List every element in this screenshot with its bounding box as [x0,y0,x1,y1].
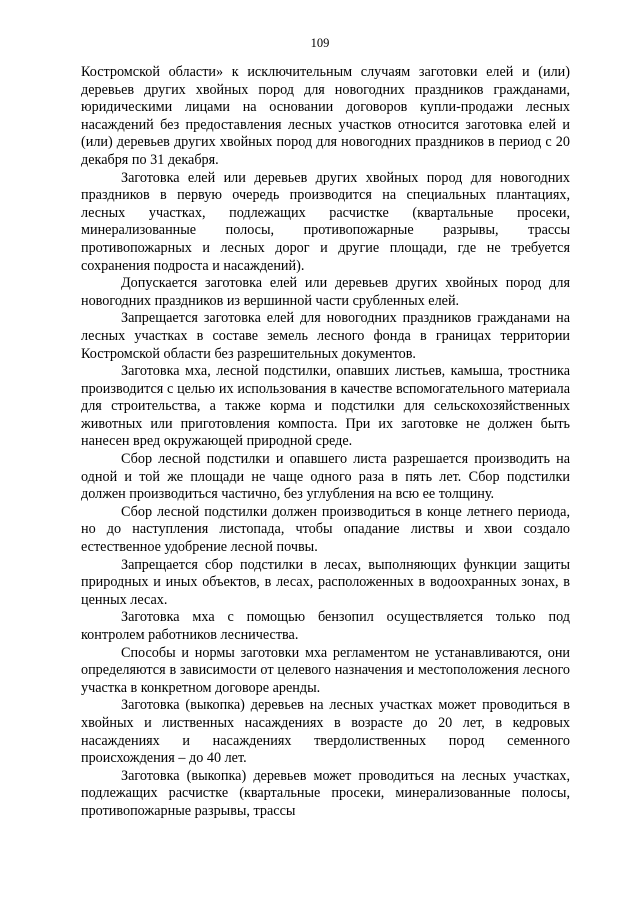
paragraph-11: Заготовка (выкопка) деревьев на лесных участках может проводиться в хвойных и лиственных насаждениях в возрасте до 20 лет, в кедровых насаждениях и насаждениях твердолиственных пород семенного происхождения – до 40 лет. [81,697,570,767]
paragraph-4: Запрещается заготовка елей для новогодних праздников гражданами на лесных участках в составе земель лесного фонда в границах территории Костромской области без разрешительных документов. [81,310,570,362]
paragraph-7: Сбор лесной подстилки должен производиться в конце летнего периода, но до наступления листопада, чтобы опадание листвы и хвои создало естественное удобрение лесной почвы. [81,503,570,556]
paragraph-8: Запрещается сбор подстилки в лесах, выполняющих функции защиты природных и иных объектов, в лесах, расположенных в водоохранных зонах, в ценных лесах. [81,556,570,608]
paragraph-3: Допускается заготовка елей или деревьев других хвойных пород для новогодних праздников из вершинной части срубленных елей. [81,275,570,309]
paragraph-6: Сбор лесной подстилки и опавшего листа разрешается производить на одной и той же площади не чаще одного раза в пять лет. Сбор подстилки должен производиться частично, без углубления на всю ее толщину. [81,451,570,503]
page-number: 109 [310,36,330,50]
paragraph-2: Заготовка елей или деревьев других хвойных пород для новогодних праздников в первую очередь производится на специальных плантациях, лесных участках, подлежащих расчистке (квартальные просеки, минерализованные полосы, противопожарные разрывы, трассы противопожарных и лесных дорог и другие площади, где не требуется сохранения подроста и насаждений). [81,169,570,274]
paragraph-10: Способы и нормы заготовки мха регламентом не устанавливаются, они определяются в зависимости от целевого назначения и местоположения лесного участка в конкретном договоре аренды. [81,644,570,696]
paragraph-12: Заготовка (выкопка) деревьев может проводиться на лесных участках, подлежащих расчистке (квартальные просеки, минерализованные полосы, противопожарные разрывы, трассы [81,767,570,819]
document-body [81,64,570,821]
paragraph-1: Костромской области» к исключительным случаям заготовки елей и (или) деревьев других хвойных пород для новогодних праздников гражданами, юридическими лицами на основании договоров купли-продажи лесных насаждений без предоставления лесных участков относится заготовка елей и (или) деревьев других хвойных пород для новогодних праздников в период с 20 декабря по 31 декабря. [81,64,570,168]
paragraph-9: Заготовка мха с помощью бензопил осуществляется только под контролем работников лесничества. [81,609,570,643]
paragraph-5: Заготовка мха, лесной подстилки, опавших листьев, камыша, тростника производится с целью их использования в качестве вспомогательного материала для строительства, а также корма и подстилки для сельскохозяйственных животных или приготовления компоста. При их заготовке не должен быть нанесен вред окружающей природной среде. [81,363,570,450]
